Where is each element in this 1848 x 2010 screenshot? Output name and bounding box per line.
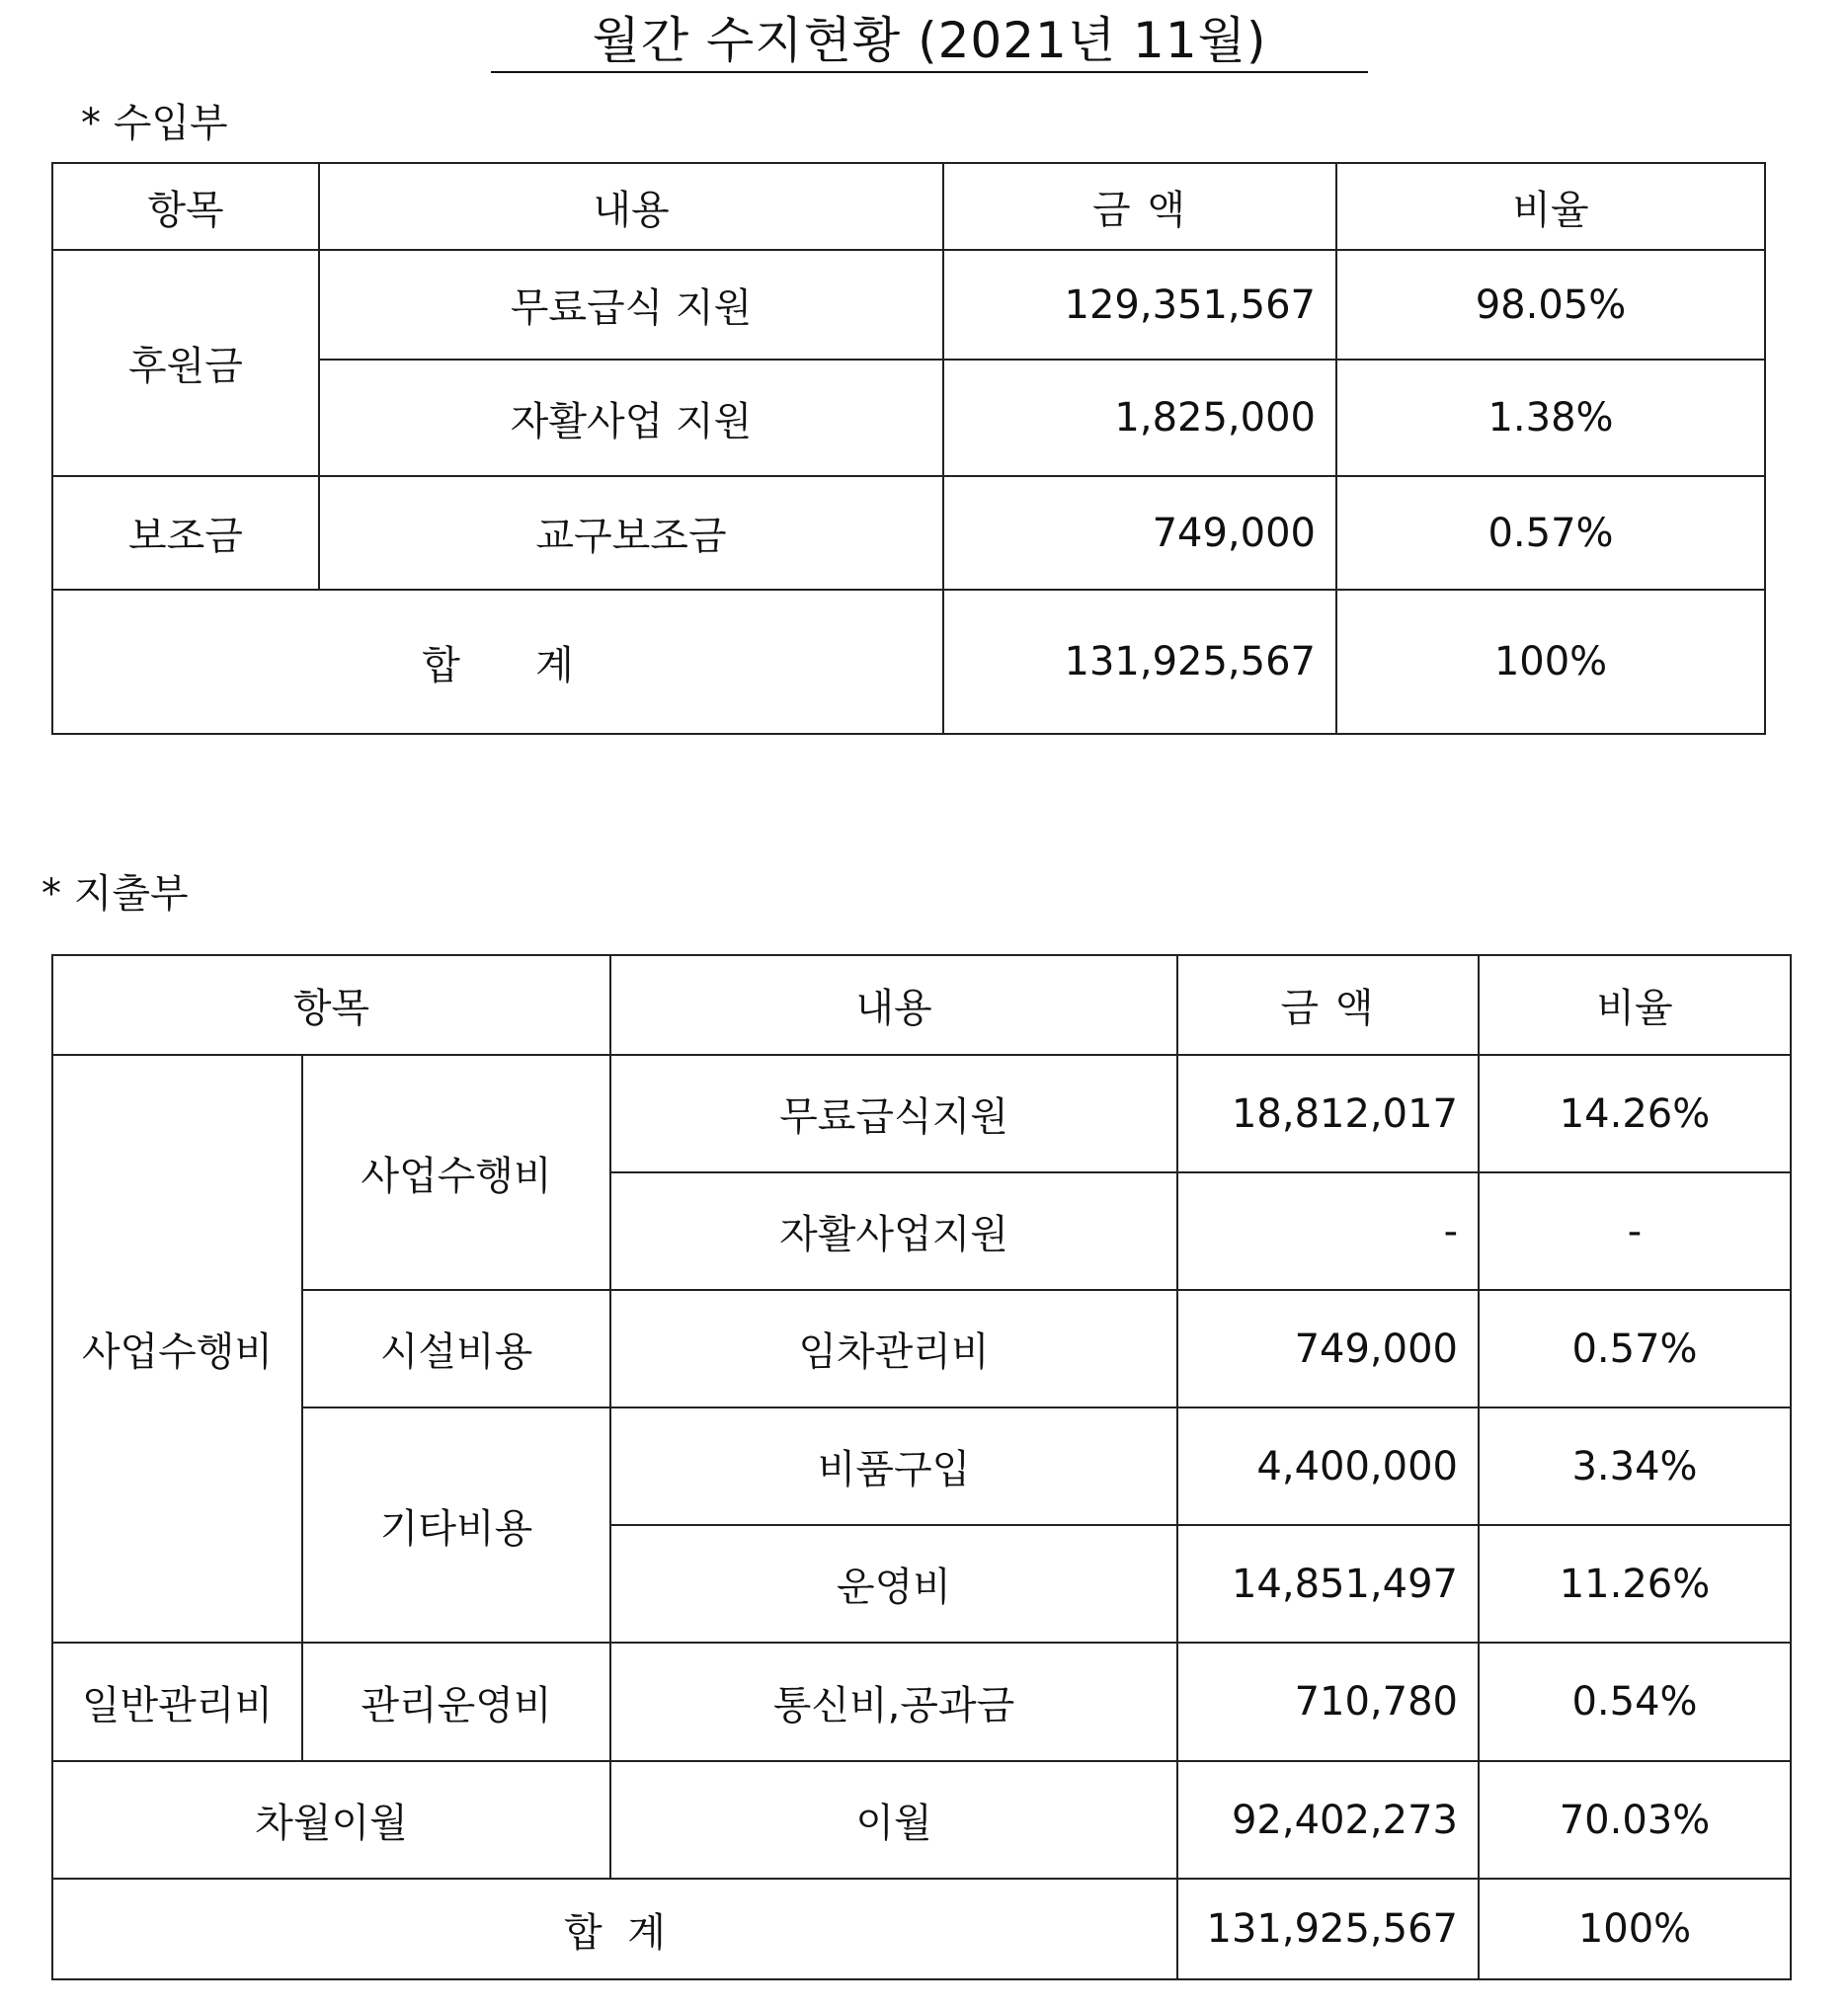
content-cell: 비품구입 [610,1407,1177,1525]
total-row [52,1879,1791,1979]
amount-cell: 4,400,000 [1177,1407,1479,1525]
content-cell: 자활사업지원 [610,1172,1177,1290]
category-cell: 보조금 [52,476,319,590]
subcategory-cell: 관리운영비 [302,1643,610,1761]
amount-cell: 710,780 [1177,1643,1479,1761]
content-cell: 무료급식지원 [610,1055,1177,1172]
category-cell: 차월이월 [52,1761,610,1879]
content-cell: 이월 [610,1761,1177,1879]
ratio-cell: 98.05% [1336,250,1765,360]
ratio-cell: 70.03% [1479,1761,1791,1879]
header-content: 내용 [319,163,943,250]
total-ratio: 100% [1479,1879,1791,1979]
income-section-label: * 수입부 [81,101,228,146]
subcategory-cell: 사업수행비 [302,1055,610,1290]
table-row [52,1761,1791,1879]
header-amount: 금 액 [1177,955,1479,1055]
header-ratio: 비율 [1336,163,1765,250]
content-cell: 무료급식 지원 [319,250,943,360]
ratio-cell: 11.26% [1479,1525,1791,1643]
amount-cell: 92,402,273 [1177,1761,1479,1879]
header-item: 항목 [52,163,319,250]
content-cell: 통신비,공과금 [610,1643,1177,1761]
subcategory-cell: 시설비용 [302,1290,610,1407]
category-cell: 일반관리비 [52,1643,302,1761]
amount-cell: 749,000 [943,476,1336,590]
expense-table [51,954,1792,1980]
amount-cell: 129,351,567 [943,250,1336,360]
header-ratio: 비율 [1479,955,1791,1055]
content-cell: 운영비 [610,1525,1177,1643]
income-table [51,162,1766,735]
content-cell: 임차관리비 [610,1290,1177,1407]
amount-cell: 14,851,497 [1177,1525,1479,1643]
table-row [52,1407,1791,1525]
ratio-cell: 0.57% [1479,1290,1791,1407]
ratio-cell: 14.26% [1479,1055,1791,1172]
total-label: 합 계 [52,590,943,734]
total-row [52,590,1765,734]
table-row [52,250,1765,360]
subcategory-cell: 기타비용 [302,1407,610,1643]
total-label: 합 계 [52,1879,1177,1979]
expense-section-label: * 지출부 [41,871,189,917]
table-row [52,1055,1791,1172]
total-ratio: 100% [1336,590,1765,734]
amount-cell: 749,000 [1177,1290,1479,1407]
amount-cell: - [1177,1172,1479,1290]
table-row [52,1290,1791,1407]
header-amount: 금 액 [943,163,1336,250]
content-cell: 교구보조금 [319,476,943,590]
header-item: 항목 [52,955,610,1055]
total-amount: 131,925,567 [1177,1879,1479,1979]
total-amount: 131,925,567 [943,590,1336,734]
amount-cell: 18,812,017 [1177,1055,1479,1172]
ratio-cell: 3.34% [1479,1407,1791,1525]
amount-cell: 1,825,000 [943,360,1336,476]
table-row [52,476,1765,590]
header-content: 내용 [610,955,1177,1055]
content-cell: 자활사업 지원 [319,360,943,476]
category-cell: 사업수행비 [52,1055,302,1643]
ratio-cell: 0.54% [1479,1643,1791,1761]
table-row [52,1643,1791,1761]
ratio-cell: 1.38% [1336,360,1765,476]
table-header-row [52,163,1765,250]
ratio-cell: 0.57% [1336,476,1765,590]
category-cell: 후원금 [52,250,319,476]
ratio-cell: - [1479,1172,1791,1290]
page-title: 월간 수지현황 (2021년 11월) [491,10,1368,73]
table-header-row [52,955,1791,1055]
